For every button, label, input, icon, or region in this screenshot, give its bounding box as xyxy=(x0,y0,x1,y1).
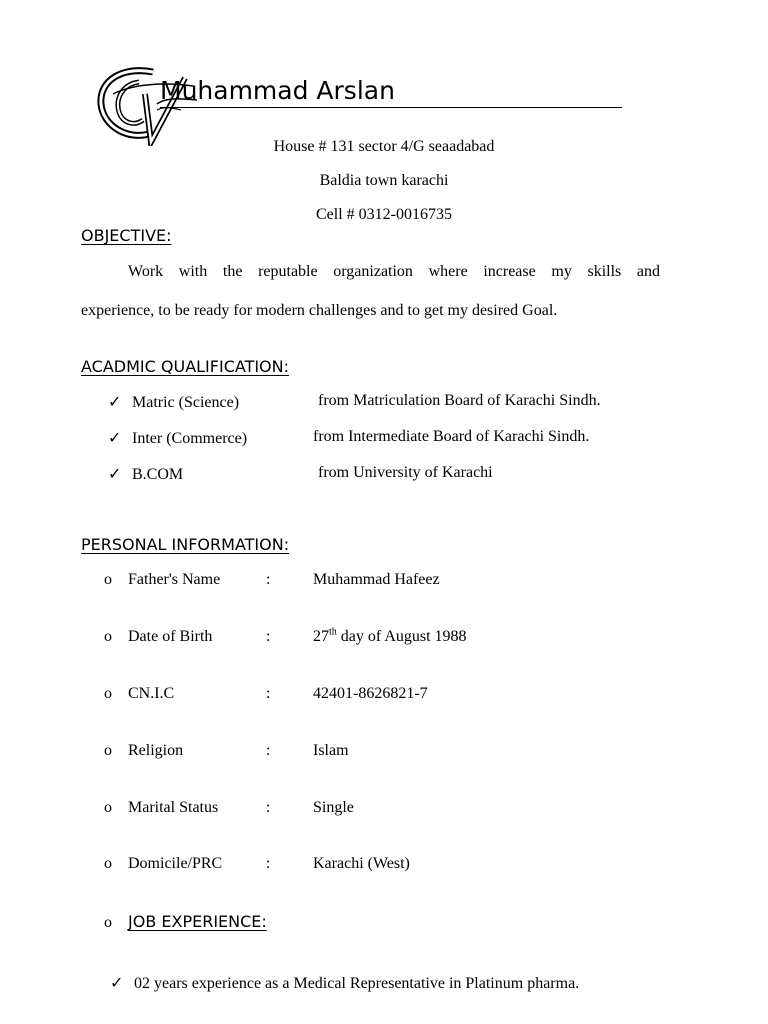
personal-label: Date of Birth xyxy=(128,628,213,645)
qualification-from: from Intermediate Board of Karachi Sindh. xyxy=(313,428,590,445)
qualification-item xyxy=(108,464,183,484)
job-item-text: 02 years experience as a Medical Representative in Platinum pharma. xyxy=(134,975,580,992)
qualification-from: from University of Karachi xyxy=(318,464,493,481)
address-line-1: House # 131 sector 4/G seaadabad xyxy=(273,138,495,155)
check-icon: ✓ xyxy=(108,430,122,447)
qualification-heading: ACADMIC QUALIFICATION: xyxy=(81,357,290,376)
personal-colon: : xyxy=(266,685,271,702)
job-item xyxy=(110,973,579,993)
birth-day-suffix: th xyxy=(329,626,337,638)
bullet-icon: o xyxy=(104,799,112,816)
personal-value: Muhammad Hafeez xyxy=(313,571,440,588)
personal-value xyxy=(313,628,467,646)
personal-colon: : xyxy=(266,628,271,645)
objective-text-line-1: Work with the reputable organization where increase my skills and xyxy=(128,263,660,280)
personal-value: 42401-8626821-7 xyxy=(313,685,428,702)
bullet-icon: o xyxy=(104,855,112,872)
personal-colon: : xyxy=(266,855,271,872)
bullet-icon: o xyxy=(104,628,112,645)
qualification-from: from Matriculation Board of Karachi Sindh. xyxy=(318,392,601,409)
personal-value: Islam xyxy=(313,742,349,759)
check-icon: ✓ xyxy=(108,466,122,483)
personal-label: Domicile/PRC xyxy=(128,855,223,872)
qualification-degree: Inter (Commerce) xyxy=(132,430,248,447)
personal-label: Religion xyxy=(128,742,184,759)
qualification-item xyxy=(108,392,239,412)
birth-day: 27 xyxy=(313,628,329,645)
bullet-icon: o xyxy=(104,914,112,931)
personal-colon: : xyxy=(266,742,271,759)
bullet-icon: o xyxy=(104,685,112,702)
cell-number: Cell # 0312-0016735 xyxy=(316,206,452,223)
address-line-2: Baldia town karachi xyxy=(319,172,449,189)
qualification-item xyxy=(108,428,247,448)
bullet-icon: o xyxy=(104,742,112,759)
objective-heading: OBJECTIVE: xyxy=(81,226,172,245)
objective-text-line-2: experience, to be ready for modern challenges and to get my desired Goal. xyxy=(81,302,558,319)
check-icon: ✓ xyxy=(108,394,122,411)
qualification-degree: B.COM xyxy=(132,466,184,483)
personal-label: CN.I.C xyxy=(128,685,175,702)
bullet-icon: o xyxy=(104,571,112,588)
job-experience-heading: JOB EXPERIENCE: xyxy=(128,912,267,931)
personal-colon: : xyxy=(266,799,271,816)
qualification-degree: Matric (Science) xyxy=(132,394,240,411)
personal-value: Single xyxy=(313,799,354,816)
personal-label: Father's Name xyxy=(128,571,221,588)
birth-month-year: day of August 1988 xyxy=(336,628,467,645)
personal-colon: : xyxy=(266,571,271,588)
candidate-name: Muhammad Arslan xyxy=(160,76,622,108)
personal-label: Marital Status xyxy=(128,799,219,816)
check-icon: ✓ xyxy=(110,975,124,992)
personal-info-heading: PERSONAL INFORMATION: xyxy=(81,535,290,554)
personal-value: Karachi (West) xyxy=(313,855,410,872)
